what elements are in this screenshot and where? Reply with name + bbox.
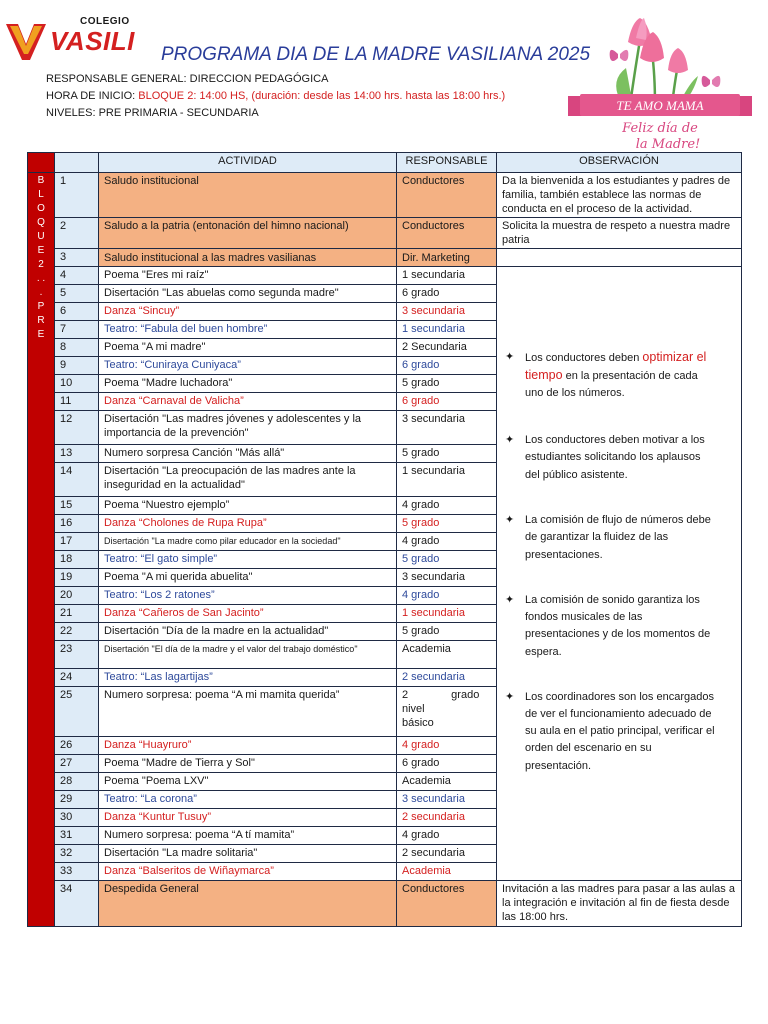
activity-cell: Teatro: “La corona”: [99, 791, 397, 809]
logo-subtitle: COLEGIO: [80, 16, 130, 27]
responsible-cell: 2 Secundaria: [397, 339, 497, 357]
activity-cell: Teatro: “Cuniraya Cuniyaca”: [99, 357, 397, 375]
row-number: 16: [55, 515, 99, 533]
row-number: 11: [55, 393, 99, 411]
activity-cell: Despedida General: [99, 881, 397, 927]
note-text-pre: Los coordinadores son los encargados de ver el funcionamiento adecuado de su aula en el patio principal, verificar el orden del escenario en su presentación.: [525, 691, 715, 772]
row-number: 1: [55, 173, 99, 218]
banner-text: TE AMO MAMA: [616, 98, 704, 113]
responsible-cell: 2 grado nivel básico: [397, 687, 497, 737]
table-row: [28, 267, 742, 285]
program-table: [27, 152, 742, 927]
header-observacion: OBSERVACIÓN: [497, 153, 742, 173]
row-number: 30: [55, 809, 99, 827]
observation-cell: [497, 249, 742, 267]
activity-cell: Numero sorpresa Canción "Más allá": [99, 445, 397, 463]
responsible-cell: 2 secundaria: [397, 809, 497, 827]
row-number: 10: [55, 375, 99, 393]
header-responsable: RESPONSABLE: [397, 153, 497, 173]
butterfly-icon: [610, 50, 629, 61]
row-number: 4: [55, 267, 99, 285]
activity-cell: Danza “Huayruro”: [99, 737, 397, 755]
row-number: 28: [55, 773, 99, 791]
activity-cell: Poema "Madre de Tierra y Sol": [99, 755, 397, 773]
row-number: 3: [55, 249, 99, 267]
tulips-illustration: [610, 18, 721, 105]
activity-cell: Danza “Cañeros de San Jacinto”: [99, 605, 397, 623]
responsable-general: RESPONSABLE GENERAL: DIRECCION PEDAGÓGICA: [46, 73, 329, 85]
activity-cell: Poema "Poema LXV": [99, 773, 397, 791]
note-text: [525, 512, 717, 564]
responsible-cell: 4 grado: [397, 587, 497, 605]
row-number: 13: [55, 445, 99, 463]
note-text-pre: La comisión de sonido garantiza los fondos musicales de las presentaciones y de los momentos de espera.: [525, 594, 711, 658]
row-number: 21: [55, 605, 99, 623]
observation-note: [497, 349, 741, 402]
activity-cell: Disertación "La madre como pilar educador en la sociedad": [99, 533, 397, 551]
activity-cell: Saludo institucional a las madres vasilianas: [99, 249, 397, 267]
responsible-cell: Academia: [397, 863, 497, 881]
script-line-1: Feliz día de: [622, 121, 698, 136]
butterfly-icon: [702, 76, 721, 87]
hora-inicio: [46, 90, 505, 102]
table-row: [28, 218, 742, 249]
row-number: 14: [55, 463, 99, 497]
note-text-post: en la presentación de cada uno de los números.: [525, 370, 698, 399]
observation-note: [497, 512, 741, 564]
responsible-cell: 6 grado: [397, 357, 497, 375]
header-actividad: ACTIVIDAD: [99, 153, 397, 173]
header-corner-cell: [28, 153, 55, 173]
note-text-pre: Los conductores deben: [525, 352, 643, 364]
activity-cell: Teatro: “Fabula del buen hombre”: [99, 321, 397, 339]
note-bullet-icon: ✦: [505, 351, 515, 363]
row-number: 25: [55, 687, 99, 737]
row-number: 12: [55, 411, 99, 445]
note-bullet-icon: ✦: [505, 434, 515, 446]
note-text: [525, 349, 717, 402]
activity-cell: Danza “Balseritos de Wiñaymarca”: [99, 863, 397, 881]
note-text: [525, 432, 717, 484]
row-number: 31: [55, 827, 99, 845]
note-text: [525, 592, 717, 661]
activity-cell: Disertación "Las abuelas como segunda madre": [99, 285, 397, 303]
row-number: 19: [55, 569, 99, 587]
row-number: 26: [55, 737, 99, 755]
responsible-cell: 5 grado: [397, 623, 497, 641]
row-number: 22: [55, 623, 99, 641]
mothers-day-decoration: [560, 10, 760, 158]
bloque-band: [28, 173, 55, 927]
activity-cell: Disertación "El día de la madre y el valor del trabajo doméstico": [99, 641, 397, 669]
activity-cell: Saludo a la patria (entonación del himno nacional): [99, 218, 397, 249]
activity-cell: Teatro: “El gato simple”: [99, 551, 397, 569]
responsible-cell: Academia: [397, 773, 497, 791]
row-number: 8: [55, 339, 99, 357]
responsible-cell: Conductores: [397, 881, 497, 927]
row-number: 20: [55, 587, 99, 605]
responsible-cell: 4 grado: [397, 737, 497, 755]
hora-value: BLOQUE 2: 14:00 HS, (duración: desde las 14:00 hrs. hasta las 18:00 hrs.): [138, 90, 506, 102]
note-bullet-icon: ✦: [505, 691, 515, 703]
activity-cell: Poema "A mi madre": [99, 339, 397, 357]
responsible-cell: Conductores: [397, 218, 497, 249]
activity-cell: Teatro: “Los 2 ratones”: [99, 587, 397, 605]
note-text-pre: Los conductores deben motivar a los estudiantes solicitando los aplausos del público asistente.: [525, 434, 705, 481]
page-title: PROGRAMA DIA DE LA MADRE VASILIANA 2025: [161, 44, 591, 65]
row-number: 24: [55, 669, 99, 687]
responsible-cell: 3 secundaria: [397, 791, 497, 809]
observation-cell: Invitación a las madres para pasar a las aulas a la integración e invitación al fin de fiesta desde las 18:00 hrs.: [497, 881, 742, 927]
row-number: 34: [55, 881, 99, 927]
responsible-cell: 5 grado: [397, 551, 497, 569]
responsible-cell: Academia: [397, 641, 497, 669]
row-number: 32: [55, 845, 99, 863]
observation-note: [497, 432, 741, 484]
responsible-cell: 6 grado: [397, 285, 497, 303]
observation-note: [497, 689, 741, 775]
observation-cell: Solicita la muestra de respeto a nuestra madre patria: [497, 218, 742, 249]
responsible-cell: 3 secundaria: [397, 303, 497, 321]
observation-notes: [497, 349, 741, 775]
activity-cell: Disertación "La madre solitaria": [99, 845, 397, 863]
responsible-cell: 1 secundaria: [397, 267, 497, 285]
responsible-cell: 4 grado: [397, 497, 497, 515]
responsible-cell: 2 secundaria: [397, 669, 497, 687]
logo-name: VASILI: [50, 26, 135, 56]
row-number: 2: [55, 218, 99, 249]
row-number: 27: [55, 755, 99, 773]
niveles: NIVELES: PRE PRIMARIA - SECUNDARIA: [46, 107, 259, 119]
table-header-row: [28, 153, 742, 173]
responsible-cell: Conductores: [397, 173, 497, 218]
responsible-cell: 5 grado: [397, 515, 497, 533]
row-number: 15: [55, 497, 99, 515]
row-number: 17: [55, 533, 99, 551]
responsible-cell: Dir. Marketing: [397, 249, 497, 267]
responsible-cell: 3 secundaria: [397, 569, 497, 587]
activity-cell: Numero sorpresa: poema “A mi mamita querida”: [99, 687, 397, 737]
activity-cell: Danza “Kuntur Tusuy”: [99, 809, 397, 827]
activity-cell: Poema "A mi querida abuelita": [99, 569, 397, 587]
note-text: [525, 689, 717, 775]
responsible-cell: 5 grado: [397, 375, 497, 393]
observation-cell: Da la bienvenida a los estudiantes y padres de familia, también establece las normas de conducta en el proceso de la actividad.: [497, 173, 742, 218]
row-number: 7: [55, 321, 99, 339]
responsible-cell: 1 secundaria: [397, 605, 497, 623]
responsible-cell: 1 secundaria: [397, 321, 497, 339]
responsible-cell: 6 grado: [397, 755, 497, 773]
row-number: 9: [55, 357, 99, 375]
row-number: 5: [55, 285, 99, 303]
activity-cell: Disertación "Las madres jóvenes y adolescentes y la importancia de la prevención": [99, 411, 397, 445]
script-line-2: la Madre!: [635, 137, 701, 152]
activity-cell: Numero sorpresa: poema “A tí mamita”: [99, 827, 397, 845]
table-row: [28, 173, 742, 218]
row-number: 18: [55, 551, 99, 569]
activity-cell: Danza “Sincuy”: [99, 303, 397, 321]
activity-cell: Danza “Carnaval de Valicha”: [99, 393, 397, 411]
header-number-cell: [55, 153, 99, 173]
activity-cell: Disertación "Día de la madre en la actualidad": [99, 623, 397, 641]
observation-note: [497, 592, 741, 661]
activity-cell: Teatro: “Las lagartijas”: [99, 669, 397, 687]
bloque-band-label: B L O Q U E 2 . . . P R E: [36, 175, 46, 340]
responsible-cell: 4 grado: [397, 827, 497, 845]
responsible-cell: 4 grado: [397, 533, 497, 551]
table-row: [28, 249, 742, 267]
row-number: 29: [55, 791, 99, 809]
observation-notes-cell: [497, 267, 742, 881]
note-bullet-icon: ✦: [505, 514, 515, 526]
activity-cell: Poema “Nuestro ejemplo”: [99, 497, 397, 515]
activity-cell: Danza “Cholones de Rupa Rupa”: [99, 515, 397, 533]
table-row: [28, 881, 742, 927]
row-number: 23: [55, 641, 99, 669]
program-table-body: [28, 173, 742, 927]
note-text-pre: La comisión de flujo de números debe de garantizar la fluidez de las presentaciones.: [525, 514, 711, 561]
responsible-cell: 5 grado: [397, 445, 497, 463]
responsible-cell: 3 secundaria: [397, 411, 497, 445]
responsible-cell: 6 grado: [397, 393, 497, 411]
activity-cell: Saludo institucional: [99, 173, 397, 218]
note-bullet-icon: ✦: [505, 594, 515, 606]
activity-cell: Poema "Eres mi raíz": [99, 267, 397, 285]
responsible-cell: 1 secundaria: [397, 463, 497, 497]
hora-label: HORA DE INICIO:: [46, 90, 139, 102]
activity-cell: Disertación "La preocupación de las madres ante la inseguridad en la actualidad": [99, 463, 397, 497]
row-number: 33: [55, 863, 99, 881]
row-number: 6: [55, 303, 99, 321]
activity-cell: Poema "Madre luchadora": [99, 375, 397, 393]
responsible-cell: 2 secundaria: [397, 845, 497, 863]
note-highlight: optimizar el tiempo: [525, 350, 707, 382]
